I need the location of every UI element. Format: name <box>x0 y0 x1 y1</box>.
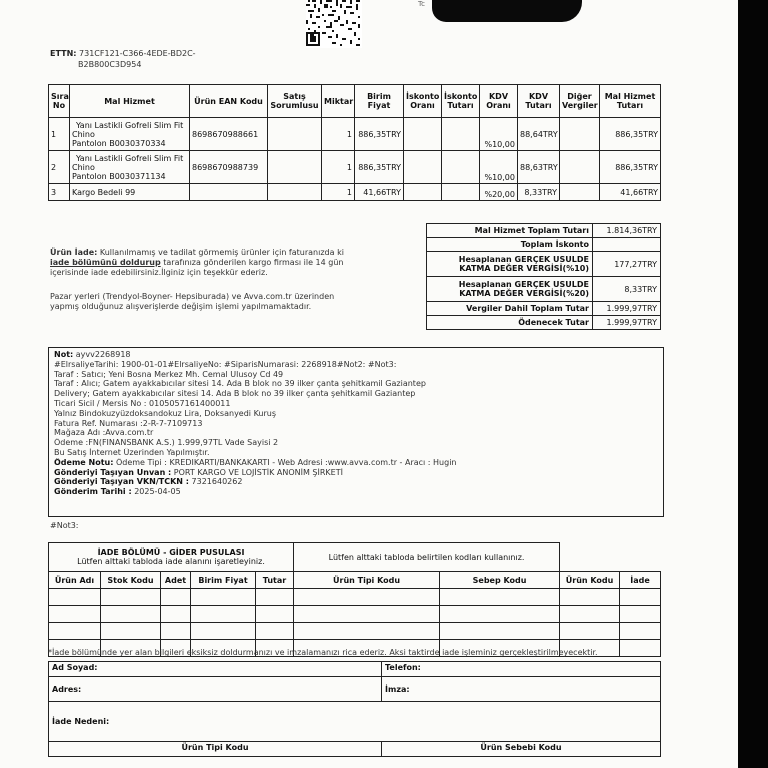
ret-col-sebep-kodu: Sebep Kodu <box>440 572 560 589</box>
reason-code-field[interactable]: Ürün Sebebi Kodu <box>382 742 661 757</box>
row-unit-price: 886,35TRY <box>355 151 404 184</box>
row-no: 2 <box>49 151 70 184</box>
row-no: 3 <box>49 184 70 201</box>
ret-col-birim-fiyat: Birim Fiyat <box>191 572 256 589</box>
row-sales-rep <box>268 118 322 151</box>
ettn-block <box>50 48 220 70</box>
row-discount-amount <box>442 118 480 151</box>
col-satis-sorumlusu: Satış Sorumlusu <box>268 85 322 118</box>
note-line: #ElrsaliyeTarihi: 1900-01-01#ElrsaliyeNo: #SiparisNumarasi: 2268918#Not2: #Not3: <box>54 359 397 369</box>
items-header-row <box>49 85 661 118</box>
tax-incl-total-label: Vergiler Dahil Toplam Tutar <box>427 302 593 316</box>
return-info: Ürün İade: Kullanılmamış ve tadilat görmemiş ürünler için faturanızda ki iade bölümünü doldurup tarafınıza gönderilen kargo firması ile 14 gün içerisinde iade edebilirsiniz.İlginiz için teşekkür ederiz. <box>50 248 344 277</box>
note-line: Yalnız Bindokuzyüzdoksandokuz Lira, Doksanyedi Kuruş <box>54 408 277 418</box>
totals-row <box>427 252 661 277</box>
goods-total-label: Mal Hizmet Toplam Tutarı <box>427 224 593 238</box>
ret-col-iade: İade <box>620 572 661 589</box>
row-total: 886,35TRY <box>600 151 661 184</box>
note-line: Taraf : Alıcı; Gatem ayakkabıcılar sitesi 14. Ada B blok no 39 ilker çanta şehitkamil Gaziantep <box>54 379 426 389</box>
name-field[interactable]: Ad Soyad: <box>49 662 382 677</box>
return-slip-empty-row[interactable] <box>49 589 661 606</box>
return-slip-table <box>48 542 661 657</box>
totals-row <box>427 316 661 330</box>
form-row <box>49 677 661 702</box>
not-label: Not: <box>54 350 74 359</box>
address-field[interactable]: Adres: <box>49 677 382 702</box>
row-vat-rate: %20,00 <box>480 184 518 201</box>
col-kdv-orani: KDV Oranı <box>480 85 518 118</box>
return-slip-codes-note: Lütfen alttaki tabloda belirtilen kodları kullanınız. <box>294 543 560 572</box>
row-no: 1 <box>49 118 70 151</box>
goods-total-value: 1.814,36TRY <box>593 224 661 238</box>
ret-col-adet: Adet <box>161 572 191 589</box>
return-reason-field[interactable]: İade Nedeni: <box>49 702 661 742</box>
totals-row <box>427 277 661 302</box>
row-vat-amount: 88,63TRY <box>518 151 560 184</box>
return-slip-title: İADE BÖLÜMÜ - GİDER PUSULASI Lütfen alttaki tabloda iade alanını işaretleyiniz. <box>49 543 294 572</box>
return-info-bold: iade bölümünü doldurup <box>50 258 161 267</box>
row-product-name: Kargo Bedeli 99 <box>70 184 190 201</box>
vat20-label: Hesaplanan GERÇEK USULDE KATMA DEĞER VERGİSİ(%20) <box>427 277 593 302</box>
note-line: Taraf : Satıcı; Yeni Bosna Merkez Mh. Cemal Ulusoy Cd 49 <box>54 369 284 379</box>
ret-col-urun-adi: Ürün Adı <box>49 572 101 589</box>
note-line: Ticari Sicil / Mersis No : 0105057161400011 <box>54 398 231 408</box>
tax-incl-total-value: 1.999,97TRY <box>593 302 661 316</box>
row-vat-amount: 8,33TRY <box>518 184 560 201</box>
type-code-field[interactable]: Ürün Tipi Kodu <box>49 742 382 757</box>
return-slip-columns <box>49 572 661 589</box>
not3-label: #Not3: <box>50 521 79 530</box>
row-vat-rate: %10,00 <box>480 118 518 151</box>
row-total: 41,66TRY <box>600 184 661 201</box>
row-discount-amount <box>442 151 480 184</box>
row-vat-rate: %10,00 <box>480 151 518 184</box>
ret-col-urun-tipi-kodu: Ürün Tipi Kodu <box>294 572 440 589</box>
form-row <box>49 702 661 742</box>
row-discount-amount <box>442 184 480 201</box>
note-line: Delivery; Gatem ayakkabıcılar sitesi 14. Ada B blok no 39 ilker çanta şehitkamil Gaziantep <box>54 389 416 399</box>
return-slip-header <box>49 543 661 572</box>
redacted-logo-area <box>432 0 582 22</box>
return-slip-empty-row[interactable] <box>49 623 661 640</box>
note-line: Ödeme :FN(FINANSBANK A.S.) 1.999,97TL Vade Sayisi 2 <box>54 438 279 448</box>
table-row <box>49 118 661 151</box>
vat20-value: 8,33TRY <box>593 277 661 302</box>
row-vat-amount: 88,64TRY <box>518 118 560 151</box>
dark-edge <box>738 0 768 768</box>
row-ean <box>190 184 268 201</box>
col-mal-hizmet: Mal Hizmet <box>70 85 190 118</box>
totals-row <box>427 238 661 252</box>
fill-instructions: *İade bölümünde yer alan bilgileri eksiksiz doldurmanızı ve imzalamanızı rica ederiz. Aksi taktirde iade işleminiz gerçekleştirilmeyecektir. <box>48 648 598 657</box>
totals-row <box>427 224 661 238</box>
totals-row <box>427 302 661 316</box>
row-discount-rate <box>404 184 442 201</box>
return-slip-empty-row[interactable] <box>49 606 661 623</box>
row-discount-rate <box>404 151 442 184</box>
return-info-label: Ürün İade: <box>50 248 98 257</box>
row-unit-price: 41,66TRY <box>355 184 404 201</box>
row-qty: 1 <box>322 184 355 201</box>
col-kdv-tutari: KDV Tutarı <box>518 85 560 118</box>
row-ean: 8698670988739 <box>190 151 268 184</box>
signature-field[interactable]: İmza: <box>382 677 661 702</box>
row-total: 886,35TRY <box>600 118 661 151</box>
row-ean: 8698670988661 <box>190 118 268 151</box>
ret-col-urun-kodu: Ürün Kodu <box>560 572 620 589</box>
ret-col-tutar: Tutar <box>256 572 294 589</box>
vat10-value: 177,27TRY <box>593 252 661 277</box>
row-discount-rate <box>404 118 442 151</box>
form-row <box>49 742 661 757</box>
note-line: Fatura Ref. Numarası :2-R-7-7109713 <box>54 418 203 428</box>
payable-label: Ödenecek Tutar <box>427 316 593 330</box>
col-birim-fiyat: Birim Fiyat <box>355 85 404 118</box>
row-unit-price: 886,35TRY <box>355 118 404 151</box>
form-row <box>49 662 661 677</box>
row-other-taxes <box>560 184 600 201</box>
col-mal-hizmet-tutari: Mal Hizmet Tutarı <box>600 85 661 118</box>
ret-col-stok-kodu: Stok Kodu <box>101 572 161 589</box>
row-sales-rep <box>268 151 322 184</box>
total-discount-label: Toplam İskonto <box>427 238 593 252</box>
row-qty: 1 <box>322 151 355 184</box>
notes-box: Not: ayvv2268918 #ElrsaliyeTarihi: 1900-01-01#ElrsaliyeNo: #SiparisNumarasi: 2268918#Not2: #Not3: Taraf : Satıcı; Yeni Bosna Merkez Mh. Cemal Ulusoy Cd 49 Taraf : Alıcı; Gatem ayakkabıcılar sitesi 14. Ada B blok no 39 ilker çanta şehitkamil Gaziantep Delivery; Gatem ayakkabıcılar sitesi 14. Ada B blok no 39 ilker çanta şehitkamil Gaziantep Ticari Sicil / Mersis No : 0105057161400011 Yalnız Bindokuzyüzdoksandokuz Lira, Doksanyedi Kuruş Fatura Ref. Numarası :2-R-7-7109713 Mağaza Adı :Avva.com.tr Ödeme :FN(FINANSBANK A.S.) 1.999,97TL Vade Sayisi 2 Bu Satış İnternet Üzerinden Yapılmıştır. Ödeme Notu: Ödeme Tipi : KREDIKARTI/BANKAKARTI - Web Adresi :www.avva.com.tr - Aracı : Hugin Gönderiyi Taşıyan Unvan : PORT KARGO VE LOJİSTİK ANONİM ŞİRKETİ Gönderiyi Taşıyan VKN/TCKN : 7321640262 Gönderim Tarihi : 2025-04-05 <box>48 347 664 517</box>
col-miktar: Miktar <box>322 85 355 118</box>
marketplace-note: Pazar yerleri (Trendyol-Boyner- Hepsiburada) ve Avva.com.tr üzerinden yapmış olduğunuz alışverişlerde değişim işlemi yapılmamaktadır. <box>50 292 335 311</box>
row-product-name: Yanı Lastikli Gofreli Slim Fit Chino Pantolon B0030370334 <box>70 118 190 151</box>
totals-table <box>426 223 661 330</box>
col-diger-vergiler: Diğer Vergiler <box>560 85 600 118</box>
vat10-label: Hesaplanan GERÇEK USULDE KATMA DEĞER VERGİSİ(%10) <box>427 252 593 277</box>
row-sales-rep <box>268 184 322 201</box>
ettn-value-2: B2B800C3D954 <box>78 60 142 69</box>
row-other-taxes <box>560 151 600 184</box>
total-discount-value <box>593 238 661 252</box>
header-corner-text: Tc <box>418 0 425 8</box>
col-ean: Ürün EAN Kodu <box>190 85 268 118</box>
table-row <box>49 151 661 184</box>
row-other-taxes <box>560 118 600 151</box>
items-table <box>48 84 661 201</box>
payable-value: 1.999,97TRY <box>593 316 661 330</box>
table-row <box>49 184 661 201</box>
row-qty: 1 <box>322 118 355 151</box>
qr-code <box>306 0 362 48</box>
col-sira-no: Sıra No <box>49 85 70 118</box>
note-line: Mağaza Adı :Avva.com.tr <box>54 428 154 438</box>
ettn-label: ETTN: <box>50 49 77 58</box>
note-line: Bu Satış İnternet Üzerinden Yapılmıştır. <box>54 447 210 457</box>
col-iskonto-tutari: İskonto Tutarı <box>442 85 480 118</box>
row-product-name: Yanı Lastikli Gofreli Slim Fit Chino Pantolon B0030371134 <box>70 151 190 184</box>
phone-field[interactable]: Telefon: <box>382 662 661 677</box>
ettn-value-1: 731CF121-C366-4EDE-BD2C- <box>79 49 196 58</box>
col-iskonto-orani: İskonto Oranı <box>404 85 442 118</box>
return-form-table <box>48 661 661 757</box>
